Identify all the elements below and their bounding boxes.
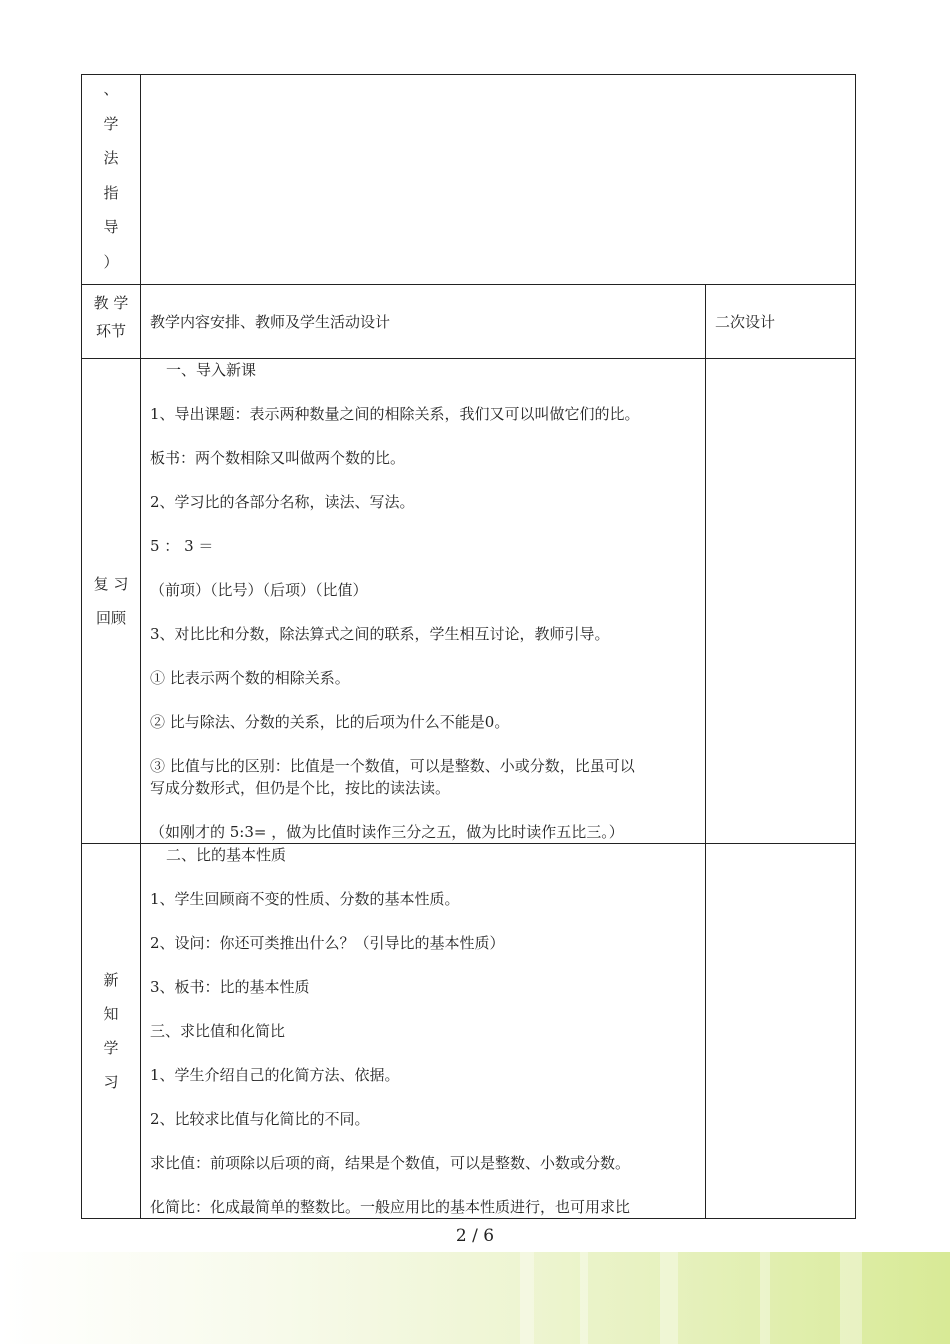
- content-line: 1、导出课题：表示两种数量之间的相除关系，我们又可以叫做它们的比。: [150, 405, 640, 423]
- label-char: 、: [103, 80, 119, 98]
- review-second-design: [706, 359, 856, 844]
- header-row: [82, 285, 856, 359]
- review-label: 复 习 回顾: [82, 359, 141, 844]
- content-line: 3、板书：比的基本性质: [150, 978, 310, 996]
- label-char: ）: [103, 252, 119, 271]
- new-knowledge-content: [141, 844, 706, 1219]
- section-heading: 三、求比值和化简比: [150, 1022, 286, 1040]
- section-heading: 一、导入新课: [166, 361, 257, 379]
- method-guidance-row: [82, 75, 856, 285]
- label-char: 法: [103, 149, 119, 167]
- content-line: 写成分数形式，但仍是个比，按比的读法读。: [150, 779, 451, 797]
- header-content-design: 教学内容安排、教师及学生活动设计: [141, 285, 706, 359]
- content-line: （如刚才的 5:3= ，做为比值时读作三分之五，做为比时读作五比三。）: [150, 823, 624, 841]
- content-line: 2、比较求比值与化简比的不同。: [150, 1110, 370, 1128]
- ratio-expression: 5 ： 3 ＝: [150, 537, 214, 555]
- content-line: 2、学习比的各部分名称，读法、写法。: [150, 493, 415, 511]
- new-knowledge-row: [82, 844, 856, 1219]
- ratio-parts: （前项）（比号）（后项）（比值）: [150, 581, 368, 599]
- page-number: 2 / 6: [455, 1226, 495, 1246]
- content-line: 1、学生回顾商不变的性质、分数的基本性质。: [150, 890, 460, 908]
- content-line: 板书：两个数相除又叫做两个数的比。: [150, 449, 406, 467]
- label-char: 指: [103, 183, 119, 202]
- new-knowledge-second-design: [706, 844, 856, 1219]
- header-second-design: 二次设计: [706, 285, 856, 359]
- section-heading: 二、比的基本性质: [166, 846, 287, 864]
- header-teaching-stage: 教 学 环节: [82, 285, 141, 359]
- new-knowledge-label: 新 知 学 习: [82, 844, 141, 1219]
- content-line: 1、学生介绍自己的化简方法、依据。: [150, 1066, 400, 1084]
- content-line: ① 比表示两个数的相除关系。: [150, 669, 350, 687]
- lesson-plan-table: [81, 74, 856, 1219]
- content-line: ③ 比值与比的区别：比值是一个数值，可以是整数、小或分数，比虽可以: [150, 757, 635, 775]
- label-char: 学: [103, 114, 119, 133]
- content-line: 3、对比比和分数，除法算式之间的联系，学生相互讨论，教师引导。: [150, 625, 610, 643]
- content-line: 化简比：化成最简单的整数比。一般应用比的基本性质进行，也可用求比: [150, 1198, 631, 1216]
- review-content: [141, 359, 706, 844]
- content-line: 求比值：前项除以后项的商，结果是个数值，可以是整数、小数或分数。: [150, 1154, 631, 1172]
- label-char: 导: [103, 218, 119, 236]
- review-row: [82, 359, 856, 844]
- content-line: ② 比与除法、分数的关系，比的后项为什么不能是0。: [150, 713, 510, 731]
- footer-decoration: [0, 1252, 950, 1344]
- content-line: 2、设问：你还可类推出什么？（引导比的基本性质）: [150, 934, 505, 952]
- method-guidance-content: [141, 75, 856, 285]
- method-guidance-label: [82, 75, 141, 285]
